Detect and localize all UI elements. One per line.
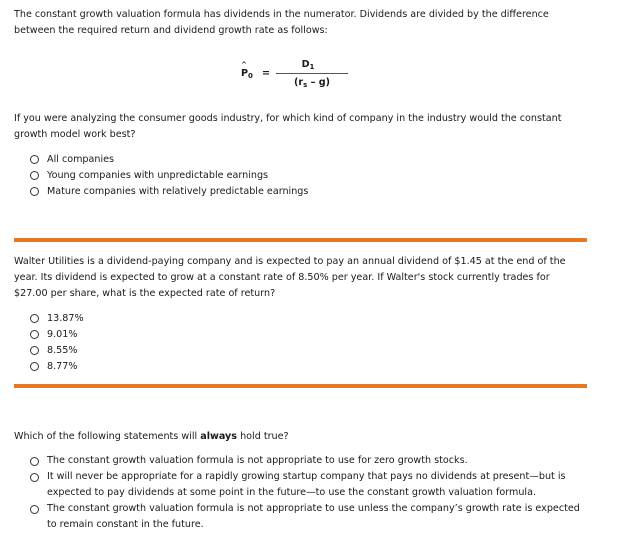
- q2-option-3[interactable]: 8.55%: [30, 342, 84, 358]
- q1-intro: The constant growth valuation formula has dividends in the numerator. Dividends are divided by the difference between the required return and dividend growth rate as follows:: [14, 9, 549, 36]
- q2-option-1[interactable]: 13.87%: [30, 310, 84, 326]
- q3-question: Which of the following statements will always hold true?: [14, 431, 289, 442]
- q1-question: If you were analyzing the consumer goods industry, for which kind of company in the industry would the constant growth model work best?: [14, 113, 562, 140]
- section-divider: [14, 238, 587, 242]
- radio-button[interactable]: [30, 362, 39, 371]
- q3-option-1[interactable]: The constant growth valuation formula is not appropriate to use for zero growth stocks.: [30, 453, 585, 469]
- radio-button[interactable]: [30, 346, 39, 355]
- radio-button[interactable]: [30, 314, 39, 323]
- radio-button[interactable]: [30, 330, 39, 339]
- section-divider: [14, 384, 587, 388]
- formula-numerator: $D_1$: [301, 59, 315, 71]
- q3-option-2[interactable]: It will never be appropriate for a rapidly growing startup company that pays no dividends at present—but is expected to pay dividends at some point in the future—to use the constant growth valuation formula.: [30, 469, 585, 501]
- q1-options: [30, 151, 308, 199]
- q3-options: [30, 453, 585, 533]
- q3-option-3[interactable]: The constant growth valuation formula is not appropriate to use unless the company’s growth rate is expected to remain constant in the future.: [30, 501, 585, 533]
- radio-button[interactable]: [30, 457, 39, 466]
- radio-button[interactable]: [30, 171, 39, 180]
- radio-button[interactable]: [30, 155, 39, 164]
- q2-option-2[interactable]: 9.01%: [30, 326, 84, 342]
- formula-denominator: $(r_s - g)$: [293, 77, 331, 89]
- q1-option-3[interactable]: Mature companies with relatively predictable earnings: [30, 183, 308, 199]
- formula-lhs: ^ $P_0$: [241, 68, 253, 80]
- q2-options: [30, 310, 84, 374]
- radio-button[interactable]: [30, 505, 39, 514]
- radio-button[interactable]: [30, 187, 39, 196]
- formula-equals: =: [262, 68, 271, 79]
- q2-option-4[interactable]: 8.77%: [30, 358, 84, 374]
- constant-growth-formula: [236, 58, 346, 94]
- q2-question: Walter Utilities is a dividend-paying company and is expected to pay an annual dividend of $1.45 at the end of the year. Its dividend is expected to grow at a constant rate of 8.50% per year. If Walter's stock currently trades for $27.00 per share, what is the expected rate of return?: [14, 256, 566, 299]
- q1-option-1[interactable]: All companies: [30, 151, 308, 167]
- fraction-bar: [276, 73, 348, 74]
- q1-option-2[interactable]: Young companies with unpredictable earnings: [30, 167, 308, 183]
- radio-button[interactable]: [30, 473, 39, 482]
